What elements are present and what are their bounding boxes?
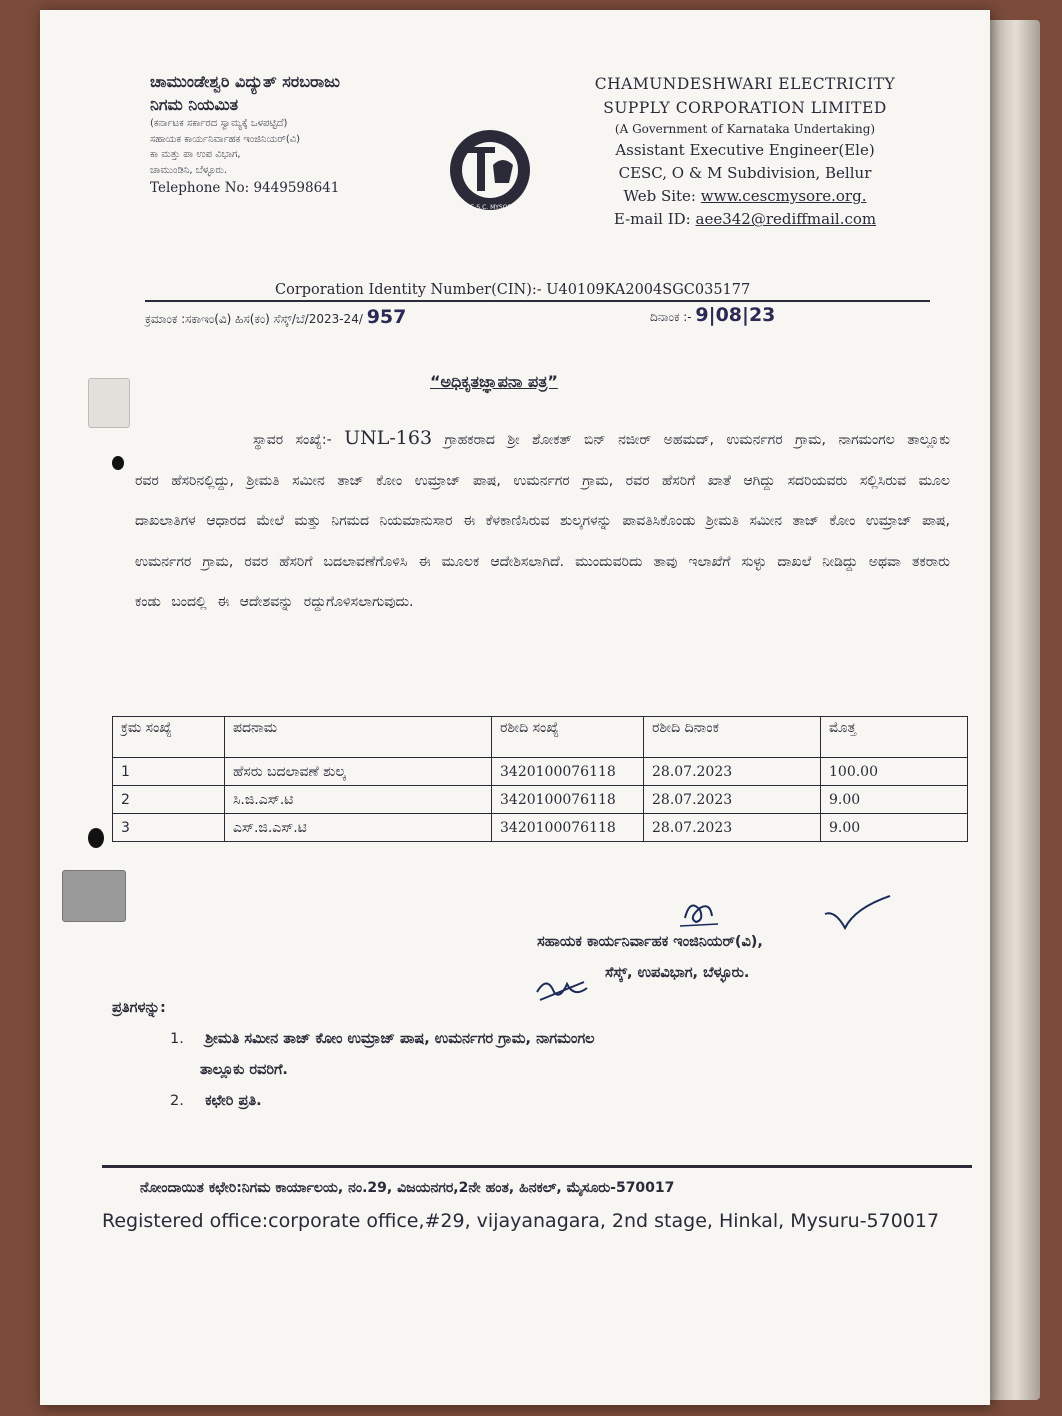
installation-label: ಸ್ಥಾವರ ಸಂಖ್ಯೆ:- bbox=[253, 432, 332, 448]
cell-serial: 3 bbox=[113, 814, 225, 842]
cell-description: ಹೆಸರು ಬದಲಾವಣೆ ಶುಲ್ಕ bbox=[225, 758, 492, 786]
website-line bbox=[565, 185, 925, 208]
cell-receipt-date: 28.07.2023 bbox=[644, 786, 821, 814]
cell-serial: 2 bbox=[113, 786, 225, 814]
col-serial: ಕ್ರಮ ಸಂಖ್ಯೆ bbox=[113, 717, 225, 758]
installation-number: UNL-163 bbox=[344, 427, 433, 449]
header-divider bbox=[145, 300, 930, 302]
reference-number bbox=[145, 306, 406, 328]
cell-serial: 1 bbox=[113, 758, 225, 786]
cell-amount: 9.00 bbox=[821, 786, 968, 814]
email-link[interactable]: aee342@rediffmail.com bbox=[695, 210, 877, 229]
copy-number: 2. bbox=[170, 1093, 184, 1109]
website-label: Web Site: bbox=[623, 187, 696, 206]
footer-divider bbox=[102, 1165, 972, 1168]
kn-subline-1: (ಕರ್ನಾಟಕ ಸರ್ಕಾರದ ಸ್ವಾಮ್ಯಕ್ಕೆ ಒಳಪಟ್ಟಿದೆ) bbox=[150, 118, 288, 130]
org-name-kn-1: ಚಾಮುಂಡೇಶ್ವರಿ ವಿದ್ಯುತ್ ಸರಬರಾಜು bbox=[150, 72, 340, 91]
document-title: “ಅಧಿಕೃತಜ್ಞಾಪನಾ ಪತ್ರ” bbox=[430, 372, 558, 391]
table-row bbox=[113, 814, 968, 842]
copy-continuation: ತಾಲ್ಲೂಕು ರವರಿಗೆ. bbox=[200, 1062, 288, 1078]
document-page bbox=[40, 10, 990, 1405]
header-english bbox=[565, 72, 925, 232]
body-text: ಗ್ರಾಹಕರಾದ ಶ್ರೀ ಶೋಕತ್ ಬಿನ್ ನಜೀರ್ ಅಹಮದ್, ಉಮರ್ನಗರ ಗ್ರಾಮ, ನಾಗಮಂಗಲ ತಾಲ್ಲೂಕು ರವರ ಹೆಸರಿನಲ್ಲಿದ್ದು, ಶ್ರೀಮತಿ ಸಮೀನ ತಾಜ್ ಕೋಂ ಉಮ್ರಾಜ್ ಪಾಷ, ಉಮರ್ನಗರ ಗ್ರಾಮ, ರವರ ಹೆಸರಿಗೆ ಖಾತೆ ಆಗಿದ್ದು ಸದರಿಯವರು ಸಲ್ಲಿಸಿರುವ ಮೂಲ ದಾಖಲಾತಿಗಳ ಆಧಾರದ ಮೇಲೆ ಮತ್ತು ನಿಗಮದ ನಿಯಮಾನುಸಾರ ಈ ಕೆಳಕಾಣಿಸಿರುವ ಶುಲ್ಕಗಳನ್ನು ಪಾವತಿಸಿಕೊಂಡು ಶ್ರೀಮತಿ ಸಮೀನ ತಾಜ್ ಕೋಂ ಉಮ್ರಾಜ್ ಪಾಷ, ಉಮರ್ನಗರ ಗ್ರಾಮ, ರವರ ಹೆಸರಿಗೆ ಬದಲಾವಣೆಗೊಳಿಸಿ ಈ ಮೂಲಕ ಆದೇಶಿಸಲಾಗಿದೆ. ಮುಂದುವರಿದು ತಾವು ಇಲಾಖೆಗೆ ಸುಳ್ಳು ದಾಖಲೆ ನೀಡಿದ್ದು ಅಥವಾ ತಕರಾರು ಕಂಡು ಬಂದಲ್ಲಿ ಈ ಆದೇಶವನ್ನು ರದ್ದುಗೊಳಿಸಲಾಗುವುದು. bbox=[135, 432, 950, 611]
cell-amount: 100.00 bbox=[821, 758, 968, 786]
ref-label: ಕ್ರಮಾಂಕ :ಸಕಾಇಂ(ವಿ) ಹಿಸ(ಕಂ) ಸೆಸ್ಕ್/ಬೆ/2023-24/ bbox=[145, 312, 363, 326]
col-amount: ಮೊತ್ತ bbox=[821, 717, 968, 758]
telephone: Telephone No: 9449598641 bbox=[150, 180, 340, 197]
kn-subline-2: ಸಹಾಯಕ ಕಾರ್ಯನಿರ್ವಾಹಕ ಇಂಜಿನಿಯರ್(ವಿ) bbox=[150, 133, 301, 145]
ref-handwritten-number: 957 bbox=[366, 306, 407, 328]
email-label: E-mail ID: bbox=[613, 210, 691, 229]
copy-text: ಶ್ರೀಮತಿ ಸಮೀನ ತಾಜ್ ಕೋಂ ಉಮ್ರಾಜ್ ಪಾಷ, ಉಮರ್ನಗರ ಗ್ರಾಮ, ನಾಗಮಂಗಲ bbox=[205, 1031, 595, 1047]
email-line bbox=[565, 208, 925, 231]
table-row bbox=[113, 758, 968, 786]
body-paragraph bbox=[135, 418, 950, 623]
col-receipt-no: ರಶೀದಿ ಸಂಖ್ಯೆ bbox=[492, 717, 644, 758]
org-name-kn-2: ನಿಗಮ ನಿಯಮಿತ bbox=[150, 95, 239, 115]
cell-receipt-no: 3420100076118 bbox=[492, 786, 644, 814]
table-row bbox=[113, 786, 968, 814]
list-item bbox=[170, 1086, 940, 1117]
cell-description: ಸಿ.ಜಿ.ಎಸ್.ಟಿ bbox=[225, 786, 492, 814]
cell-receipt-date: 28.07.2023 bbox=[644, 758, 821, 786]
punch-hole bbox=[88, 828, 104, 848]
table-header-row bbox=[113, 717, 968, 758]
cin-number: Corporation Identity Number(CIN):- U40109KA2004SGC035177 bbox=[275, 282, 751, 298]
file-clip-bottom bbox=[62, 870, 126, 922]
cell-receipt-no: 3420100076118 bbox=[492, 758, 644, 786]
date-line bbox=[650, 304, 775, 326]
logo-text: C.E.S.C. MYSORE bbox=[464, 204, 516, 211]
initial-scribble-icon bbox=[532, 970, 592, 1006]
copy-number: 1. bbox=[170, 1031, 184, 1047]
cell-description: ಎಸ್.ಜಿ.ಎಸ್.ಟಿ bbox=[225, 814, 492, 842]
col-description: ಪದನಾಮ bbox=[225, 717, 492, 758]
designation-en: Assistant Executive Engineer(Ele) bbox=[615, 140, 875, 159]
org-name-en-2: SUPPLY CORPORATION LIMITED bbox=[603, 99, 887, 118]
govt-undertaking: (A Government of Karnataka Undertaking) bbox=[614, 122, 876, 137]
footer-address-kn: ನೋಂದಾಯಿತ ಕಛೇರಿ:ನಿಗಮ ಕಾರ್ಯಾಲಯ, ನಂ.29, ವಿಜಯನಗರ,2ನೇ ಹಂತ, ಹಿನಕಲ್, ಮೈಸೂರು-570017 bbox=[140, 1180, 675, 1196]
cell-receipt-date: 28.07.2023 bbox=[644, 814, 821, 842]
signatory-office: ಸೆಸ್ಕ್, ಉಪವಿಭಾಗ, ಬೆಳ್ಳೂರು. bbox=[605, 965, 750, 981]
cell-amount: 9.00 bbox=[821, 814, 968, 842]
list-item bbox=[170, 1024, 940, 1055]
footer-address-en: Registered office:corporate office,#29, vijayanagara, 2nd stage, Hinkal, Mysuru-570017 bbox=[102, 1210, 940, 1232]
copies-list bbox=[170, 1024, 940, 1117]
handwritten-date: 9|08|23 bbox=[695, 304, 776, 326]
kn-subline-3: ಕಾ ಮತ್ತು ಪಾ ಉಪ ವಿಭಾಗ, bbox=[150, 149, 241, 161]
file-clip-top bbox=[88, 378, 130, 428]
col-receipt-date: ರಶೀದಿ ದಿನಾಂಕ bbox=[644, 717, 821, 758]
org-name-en-1: CHAMUNDESHWARI ELECTRICITY bbox=[594, 75, 896, 93]
kn-subline-4: ಚಾಮುಂಡಿನಿ, ಬೆಳ್ಳೂರು. bbox=[150, 164, 228, 176]
fee-table bbox=[112, 716, 968, 842]
signatory-designation: ಸಹಾಯಕ ಕಾರ್ಯನಿರ್ವಾಹಕ ಇಂಜಿನಿಯರ್(ವಿ), bbox=[537, 934, 763, 950]
copies-label: ಪ್ರತಿಗಳನ್ನು: bbox=[112, 1000, 166, 1016]
cell-receipt-no: 3420100076118 bbox=[492, 814, 644, 842]
cesc-logo-icon bbox=[445, 125, 535, 215]
copy-text: ಕಛೇರಿ ಪ್ರತಿ. bbox=[205, 1093, 262, 1109]
subdivision-en: CESC, O & M Subdivision, Bellur bbox=[618, 163, 872, 182]
header-kannada bbox=[150, 70, 490, 199]
punch-hole bbox=[112, 456, 124, 470]
website-link[interactable]: www.cescmysore.org. bbox=[700, 187, 867, 206]
signature-scribble-icon bbox=[600, 888, 900, 938]
date-label: ದಿನಾಂಕ :- bbox=[650, 310, 692, 324]
